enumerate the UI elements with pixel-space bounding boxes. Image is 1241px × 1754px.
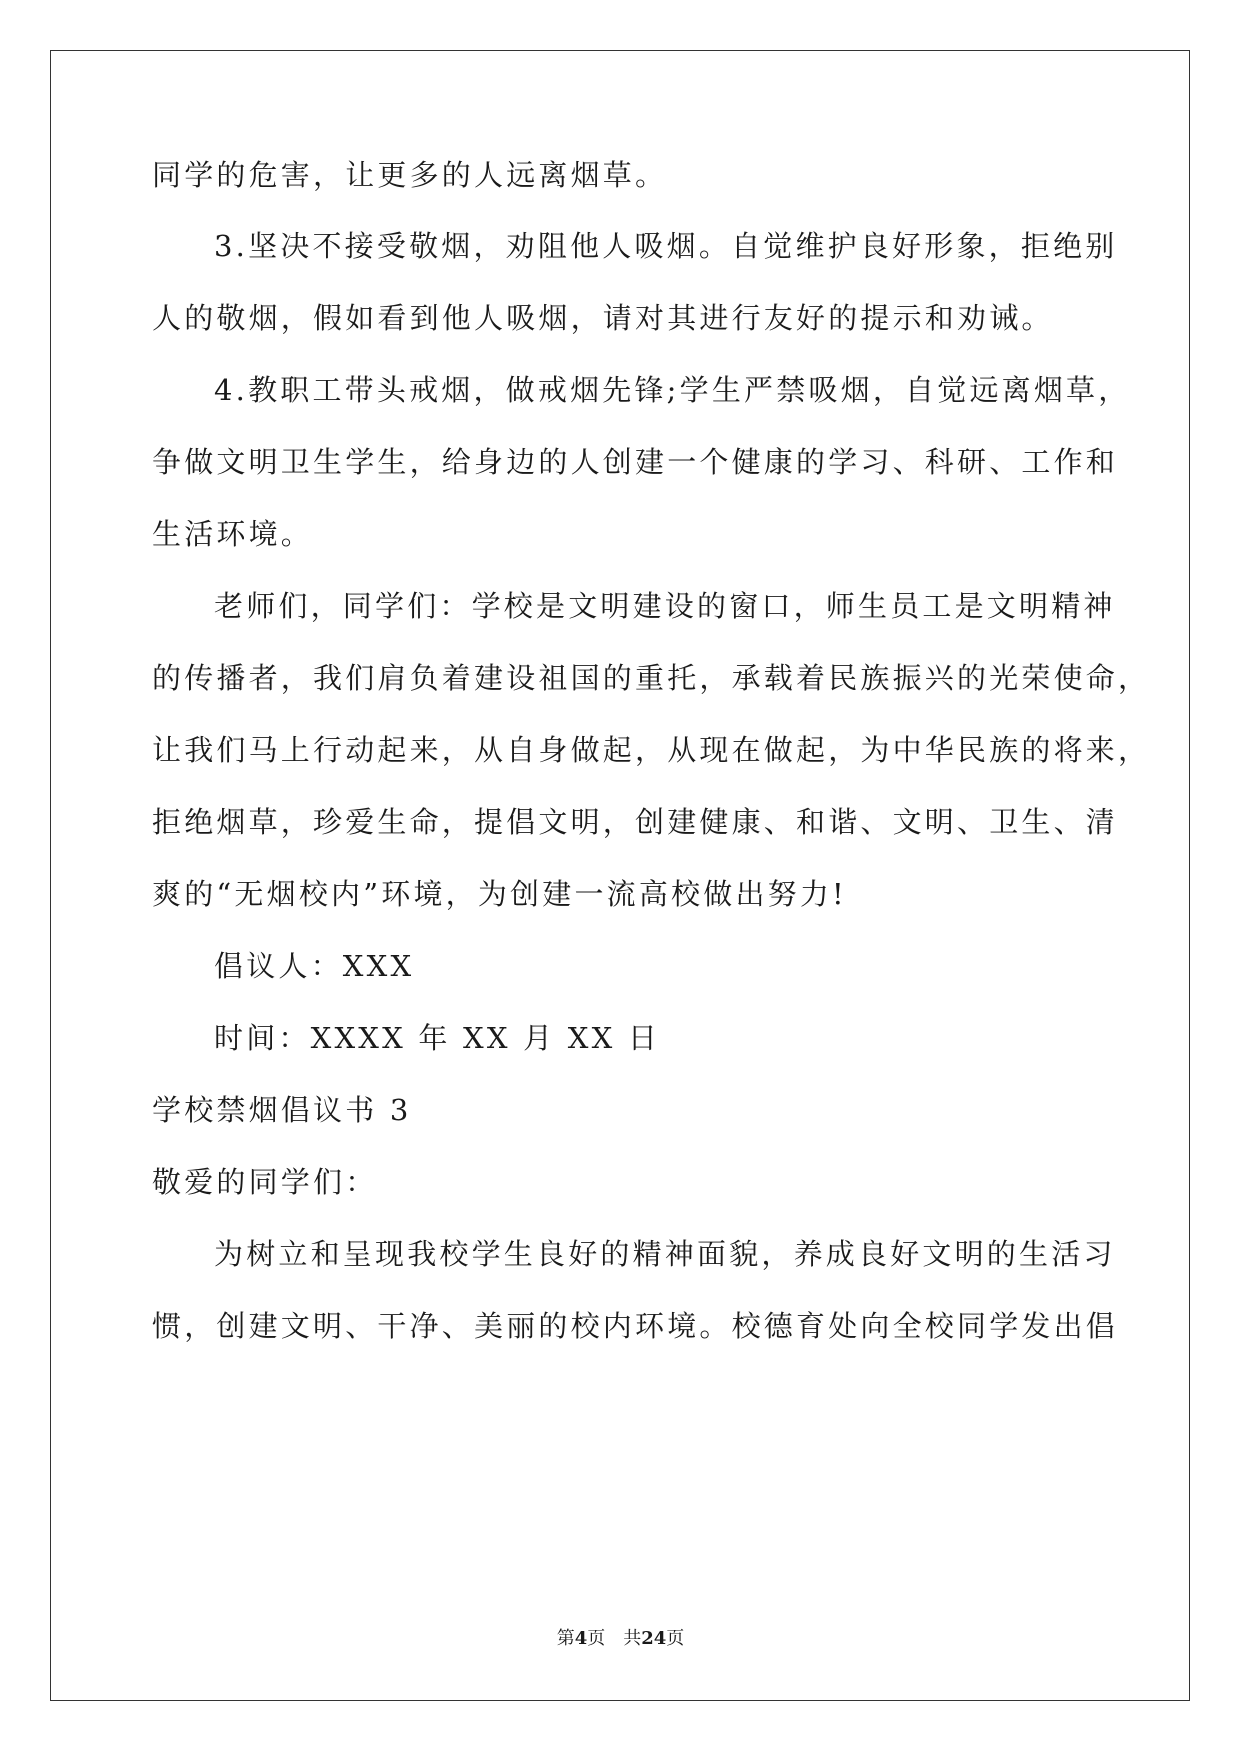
text-line: 爽的“无烟校内”环境，为创建一流高校做出努力! xyxy=(152,877,847,911)
salutation-line: 敬爱的同学们： xyxy=(152,1165,378,1199)
total-pages-number: 24 xyxy=(641,1628,667,1649)
page-footer xyxy=(0,1627,1241,1651)
text-line: 老师们，同学们：学校是文明建设的窗口，师生员工是文明精神 xyxy=(214,589,1116,623)
text-line: 同学的危害，让更多的人远离烟草。 xyxy=(152,158,668,192)
text-line: 拒绝烟草，珍爱生命，提倡文明，创建健康、和谐、文明、卫生、清 xyxy=(152,805,1119,839)
text-line: 让我们马上行动起来，从自身做起，从现在做起，为中华民族的将来， xyxy=(152,733,1151,767)
text-line: 人的敬烟，假如看到他人吸烟，请对其进行友好的提示和劝诫。 xyxy=(152,301,1054,335)
text-line: 的传播者，我们肩负着建设祖国的重托，承载着民族振兴的光荣使命， xyxy=(152,661,1151,695)
footer-middle: 页 共 xyxy=(587,1628,642,1649)
footer-suffix: 页 xyxy=(666,1628,685,1649)
text-line: 3.坚决不接受敬烟，劝阻他人吸烟。自觉维护良好形象，拒绝别 xyxy=(214,229,1118,263)
text-line: 4.教职工带头戒烟，做戒烟先锋;学生严禁吸烟，自觉远离烟草， xyxy=(214,373,1131,407)
current-page-number: 4 xyxy=(574,1628,588,1649)
footer-prefix: 第 xyxy=(556,1628,575,1649)
text-line: 生活环境。 xyxy=(152,517,314,551)
date-line: 时间：XXXX 年 XX 月 XX 日 xyxy=(214,1021,661,1055)
text-line: 为树立和呈现我校学生良好的精神面貌，养成良好文明的生活习 xyxy=(214,1237,1116,1271)
text-line: 争做文明卫生学生，给身边的人创建一个健康的学习、科研、工作和 xyxy=(152,445,1119,479)
text-line: 惯，创建文明、干净、美丽的校内环境。校德育处向全校同学发出倡 xyxy=(152,1309,1119,1343)
section-title: 学校禁烟倡议书 3 xyxy=(152,1093,412,1127)
proposer-line: 倡议人：XXX xyxy=(214,949,415,983)
